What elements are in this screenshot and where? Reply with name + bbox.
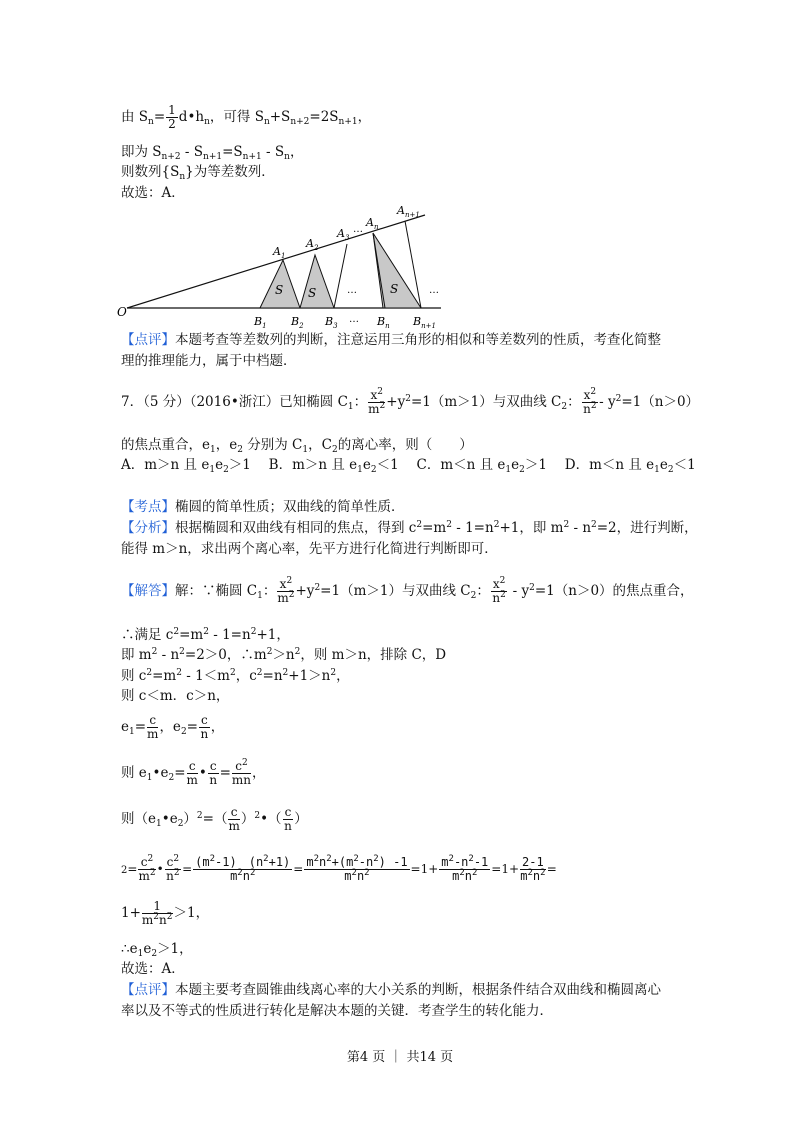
eq-product: $\frac{(m^2-1) (n^2+1)}{m^2n^2}$ <box>195 854 291 883</box>
question-7-line-1: 7．（5 分）（2016•浙江）已知椭圆 $C_1$： $\frac{x^2}{m^2}$ $+y^2=1(m>1)$与双曲线 $C_2$： $\frac{x^2}{n^2}$ - $y^2=1(n>0)$ <box>121 387 700 416</box>
kaodian-line: 【考点】椭圆的简单性质；双曲线的简单性质． <box>121 499 405 515</box>
jieda-x2-over-n2: $\frac{x^2}{n^2}$ <box>492 576 506 605</box>
eq-c2-n2: $\frac{c^2}{n^2}$ <box>166 854 180 883</box>
fenxi-line-2: 能得 m＞n，求出两个离心率，先平方进行化简进行判断即可． <box>121 541 498 557</box>
jieda-step-7: 则$(e_1•e_2)^2=$（ $\frac{c}{m}$ ）$^2$•（ $\frac{c}{n}$ ） <box>121 805 308 833</box>
question-7-options: A．m＞n 且 $e_1e_2>1$ B．m＞n 且 $e_1e_2<1$ C．m＜n 且 $e_1e_2>1$ D．m＜n 且 $e_1e_2<1$ <box>121 457 696 475</box>
label-a3: $A_3$ <box>337 227 350 242</box>
eq-two-minus-one: $\frac{2-1}{m^2n^2}$ <box>520 855 546 883</box>
label-b2: $B_2$ <box>291 315 304 330</box>
eq-diff: $\frac{m^2-n^2-1}{m^2n^2}$ <box>441 854 489 883</box>
sn-formula-line: 由 $S_n=$ $\frac{1}{2}$ $d•h_n$，可得 $S_n+S_{n+2}=2S_{n+1}$， <box>121 103 372 131</box>
question-7-line-2: 的焦点重合，$e_1$，$e_2$ 分别为 $C_1$，$C_2$的离心率，则（ ） <box>121 437 473 455</box>
c2-over-mn: $\frac{c^2}{mn}$ <box>231 758 252 787</box>
label-an: $A_n$ <box>366 216 379 231</box>
label-s-1: S <box>275 283 284 297</box>
label-an1: $A_{n+1}$ <box>397 205 420 219</box>
jieda-step-1: ∴满足 $c^2=m^2 - 1=n^2+1$， <box>121 627 290 643</box>
label-bn: $B_n$ <box>377 315 390 330</box>
x2-over-m2: $\frac{x^2}{m^2}$ <box>368 387 386 416</box>
jieda-step-9: $\therefore e_1e_2>1$， <box>121 941 193 959</box>
jieda-tag: 【解答】 <box>121 583 175 599</box>
arithmetic-line: 则数列$\{S_n\}$为等差数列． <box>121 164 275 182</box>
kaodian-tag: 【考点】 <box>121 499 175 515</box>
equivalence-line: 即为 $S_{n+2} - S_{n+1}=S_{n+1} - S_n$， <box>121 144 304 162</box>
fenxi-line-1: 【分析】根据椭圆和双曲线有相同的焦点，得到 $c^2=m^2 - 1=n^2+1$，即 $m^2 - n^2=2$，进行判断， <box>121 520 698 536</box>
jieda-step-4: 则 c＜m．c＞n， <box>121 688 230 704</box>
x2-over-n2: $\frac{x^2}{n^2}$ <box>583 387 597 416</box>
dots-middle: … <box>347 285 357 296</box>
page-footer: 第4 页 ｜ 共14 页 <box>346 1050 454 1065</box>
label-a1: $A_1$ <box>273 245 286 260</box>
choose-a-line-1: 故选：A． <box>121 185 185 201</box>
jieda-x2-over-m2: $\frac{x^2}{m^2}$ <box>277 576 295 605</box>
label-b1: $B_1$ <box>254 315 267 330</box>
c-over-n-2: $\frac{c}{n}$ <box>209 759 218 787</box>
one-over-m2n2: $\frac{1}{m^2n^2}$ <box>141 899 173 927</box>
eq-expanded: $\frac{m^2n^2+(m^2-n^2) -1}{m^2n^2}$ <box>306 854 408 883</box>
review-1-line-1: 【点评】本题考查等差数列的判断，注意运用三角形的相似和等差数列的性质，考查化简整 <box>121 332 661 348</box>
dots-top: … <box>353 224 363 235</box>
half-fraction: $\frac{1}{2}$ <box>168 103 176 131</box>
label-a2: $A_2$ <box>306 237 319 252</box>
jieda-step-5: $e_1=$ $\frac{c}{m}$ ，$e_2=$ $\frac{c}{n}$ ， <box>121 713 225 741</box>
c-over-m: $\frac{c}{m}$ <box>147 713 159 741</box>
triangle-figure <box>115 205 455 339</box>
triangle-2 <box>300 255 334 308</box>
label-s-2: S <box>308 286 317 300</box>
review-1-line-2: 理的推理能力，属于中档题． <box>121 353 297 369</box>
review-2-line-1: 【点评】本题主要考查圆锥曲线离心率的大小关系的判断，根据条件结合双曲线和椭圆离心 <box>121 982 661 998</box>
c-over-n-3: $\frac{c}{n}$ <box>284 805 292 833</box>
c-over-m-2: $\frac{c}{m}$ <box>186 759 198 787</box>
eq-c2-m2: $\frac{c^2}{m^2}$ <box>138 854 156 883</box>
review-tag-2: 【点评】 <box>121 982 175 998</box>
triangle-figure-svg <box>115 205 455 335</box>
dots-bottom: … <box>349 314 359 325</box>
fenxi-tag: 【分析】 <box>121 520 175 536</box>
jieda-step-6: 则 $e_1•e_2=$ $\frac{c}{m}$ • $\frac{c}{n}$ = $\frac{c^2}{mn}$ ， <box>121 758 266 787</box>
c-over-m-3: $\frac{c}{m}$ <box>228 805 240 833</box>
c-over-n: $\frac{c}{n}$ <box>200 713 209 741</box>
jieda-long-equation: 2= $\frac{c^2}{m^2}$ • $\frac{c^2}{n^2}$ = $\frac{(m^2-1) (n^2+1)}{m^2n^2}$ = $\frac{m^2n^2+(m^2-n^2) -1}{m^2n^2}$ =1+ $\frac{m^2-n^2-1}{m^2n^2}$ =1+ $\frac{2-1}{m^2n^2}$ = <box>121 854 557 883</box>
jieda-step-8: 1+ $\frac{1}{m^2n^2}$ ＞1， <box>121 899 210 927</box>
jieda-step-2: 即 $m^2 - n^2=2>0$，$\therefore m^2>n^2$，则 m＞n，排除 C，D <box>121 647 447 663</box>
label-o: O <box>117 305 127 319</box>
segment-b3-a3 <box>334 244 347 308</box>
jieda-line-1: 【解答】解：∵椭圆 $C_1$： $\frac{x^2}{m^2}$ $+y^2=1(m>1)$与双曲线 $C_2$： $\frac{x^2}{n^2}$ - $y^2=1(n>0)$的焦点重合， <box>121 576 694 605</box>
choose-a-line-2: 故选：A． <box>121 961 185 977</box>
label-bn1: $B_{n+1}$ <box>413 315 436 330</box>
dots-right: … <box>429 285 439 296</box>
label-s-n: S <box>390 282 399 296</box>
review-tag-1: 【点评】 <box>121 332 175 348</box>
review-2-line-2: 率以及不等式的性质进行转化是解决本题的关键．考查学生的转化能力． <box>121 1003 553 1019</box>
jieda-step-3: 则 $c^2=m^2 - 1<m^2$，$c^2=n^2+1>n^2$， <box>121 668 350 684</box>
label-b3: $B_3$ <box>325 315 338 330</box>
